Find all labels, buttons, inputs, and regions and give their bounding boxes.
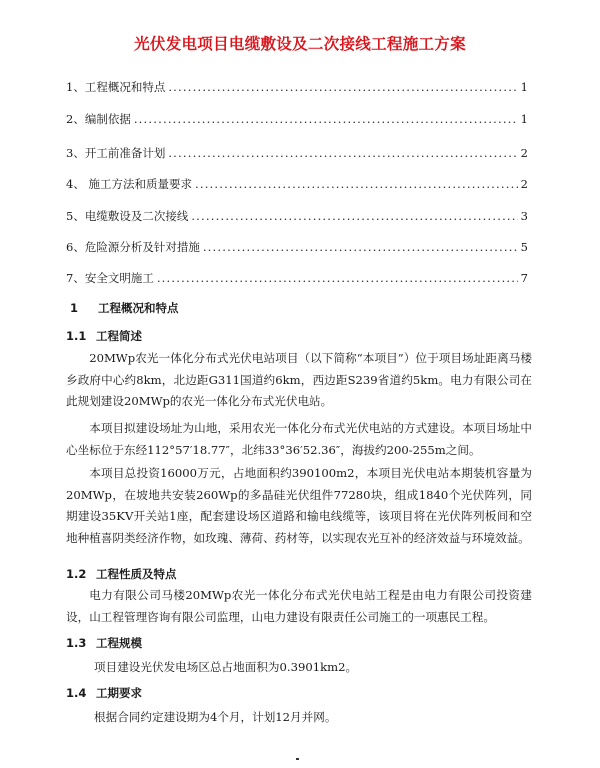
toc-page: 7	[520, 271, 528, 285]
toc-leader	[195, 177, 518, 191]
footer-mark	[296, 758, 299, 760]
toc-label: 6、危险源分析及针对措施	[66, 240, 200, 254]
section-title: 工程概况和特点	[98, 301, 179, 315]
toc-label: 1、工程概况和特点	[66, 80, 166, 94]
subsection-heading-1-4	[66, 685, 142, 701]
toc-label: 5、电缆敷设及二次接线	[66, 209, 189, 223]
subsection-heading-1-1	[66, 328, 142, 344]
subsection-number: 1.2	[66, 567, 87, 581]
toc-label: 4、 施工方法和质量要求	[66, 177, 192, 191]
toc-entry-6[interactable]	[66, 239, 528, 259]
toc-label: 3、开工前准备计划	[66, 146, 166, 160]
paragraph: 根据合同约定建设期为4个月，计划12月并网。	[94, 710, 337, 724]
subsection-title: 工期要求	[96, 686, 142, 700]
section-number: 1	[70, 301, 79, 315]
paragraph: 项目建设光伏发电场区总占地面积为0.3901km2。	[94, 660, 358, 674]
paragraph: 20MWp农光一体化分布式光伏电站项目（以下简称“本项目”）位于项目场址距离马楼乡政府中心约8km，北边距G311国道约6km，西边距S239省道约5km。电力有限公司在此规划建设20MWp的农光一体化分布式光伏电站。	[66, 351, 532, 408]
subsection-title: 工程简述	[96, 329, 142, 343]
subsection-number: 1.4	[66, 686, 87, 700]
toc-leader	[168, 146, 517, 160]
paragraph: 本项目总投资16000万元，占地面积约390100m2，本项目光伏电站本期装机容量为20MWp，在坡地共安装260Wp的多晶硅光伏组件77280块，组成1840个光伏阵列，同期建设35KV开关站1座，配套建设场区道路和输电线缆等，该项目将在光伏阵列板间和空地种植喜阴类经济作物，如玫瑰、薄荷、药材等，以实现农光互补的经济效益与环境效益。	[66, 466, 532, 545]
toc-label: 2、编制依据	[66, 112, 131, 126]
subsection-title: 工程性质及特点	[96, 567, 177, 581]
paragraph: 本项目拟建设场址为山地，采用农光一体化分布式光伏电站的方式建设。本项目场址中心坐标位于东经112°57′18.77″，北纬33°36′52.36″，海拔约200-255m之间。	[66, 421, 532, 457]
toc-entry-5[interactable]	[66, 208, 528, 228]
toc-page: 1	[520, 112, 528, 126]
toc-entry-7[interactable]	[66, 270, 528, 290]
toc-leader	[191, 209, 517, 223]
subsection-heading-1-3	[66, 635, 142, 651]
toc-page: 5	[520, 240, 528, 254]
subsection-heading-1-2	[66, 566, 177, 582]
toc-page: 1	[520, 80, 528, 94]
toc-entry-2[interactable]	[66, 111, 528, 131]
toc-entry-4[interactable]	[66, 176, 528, 196]
toc-page: 2	[520, 146, 528, 160]
subsection-number: 1.1	[66, 329, 87, 343]
subsection-number: 1.3	[66, 636, 87, 650]
toc-entry-3[interactable]	[66, 145, 528, 165]
toc-leader	[134, 112, 518, 126]
subsection-title: 工程规模	[96, 636, 142, 650]
toc-label: 7、安全文明施工	[66, 271, 154, 285]
toc-page: 2	[520, 177, 528, 191]
toc-page: 3	[520, 209, 528, 223]
document-title: 光伏发电项目电缆敷设及二次接线工程施工方案	[134, 35, 466, 53]
section-heading	[70, 300, 179, 316]
toc-leader	[203, 240, 518, 254]
toc-leader	[157, 271, 518, 285]
toc-leader	[168, 80, 517, 94]
paragraph: 电力有限公司马楼20MWp农光一体化分布式光伏电站工程是由电力有限公司投资建设，山工程管理咨询有限公司监理，山电力建设有限责任公司施工的一项惠民工程。	[66, 588, 532, 624]
toc-entry-1[interactable]	[66, 79, 528, 99]
